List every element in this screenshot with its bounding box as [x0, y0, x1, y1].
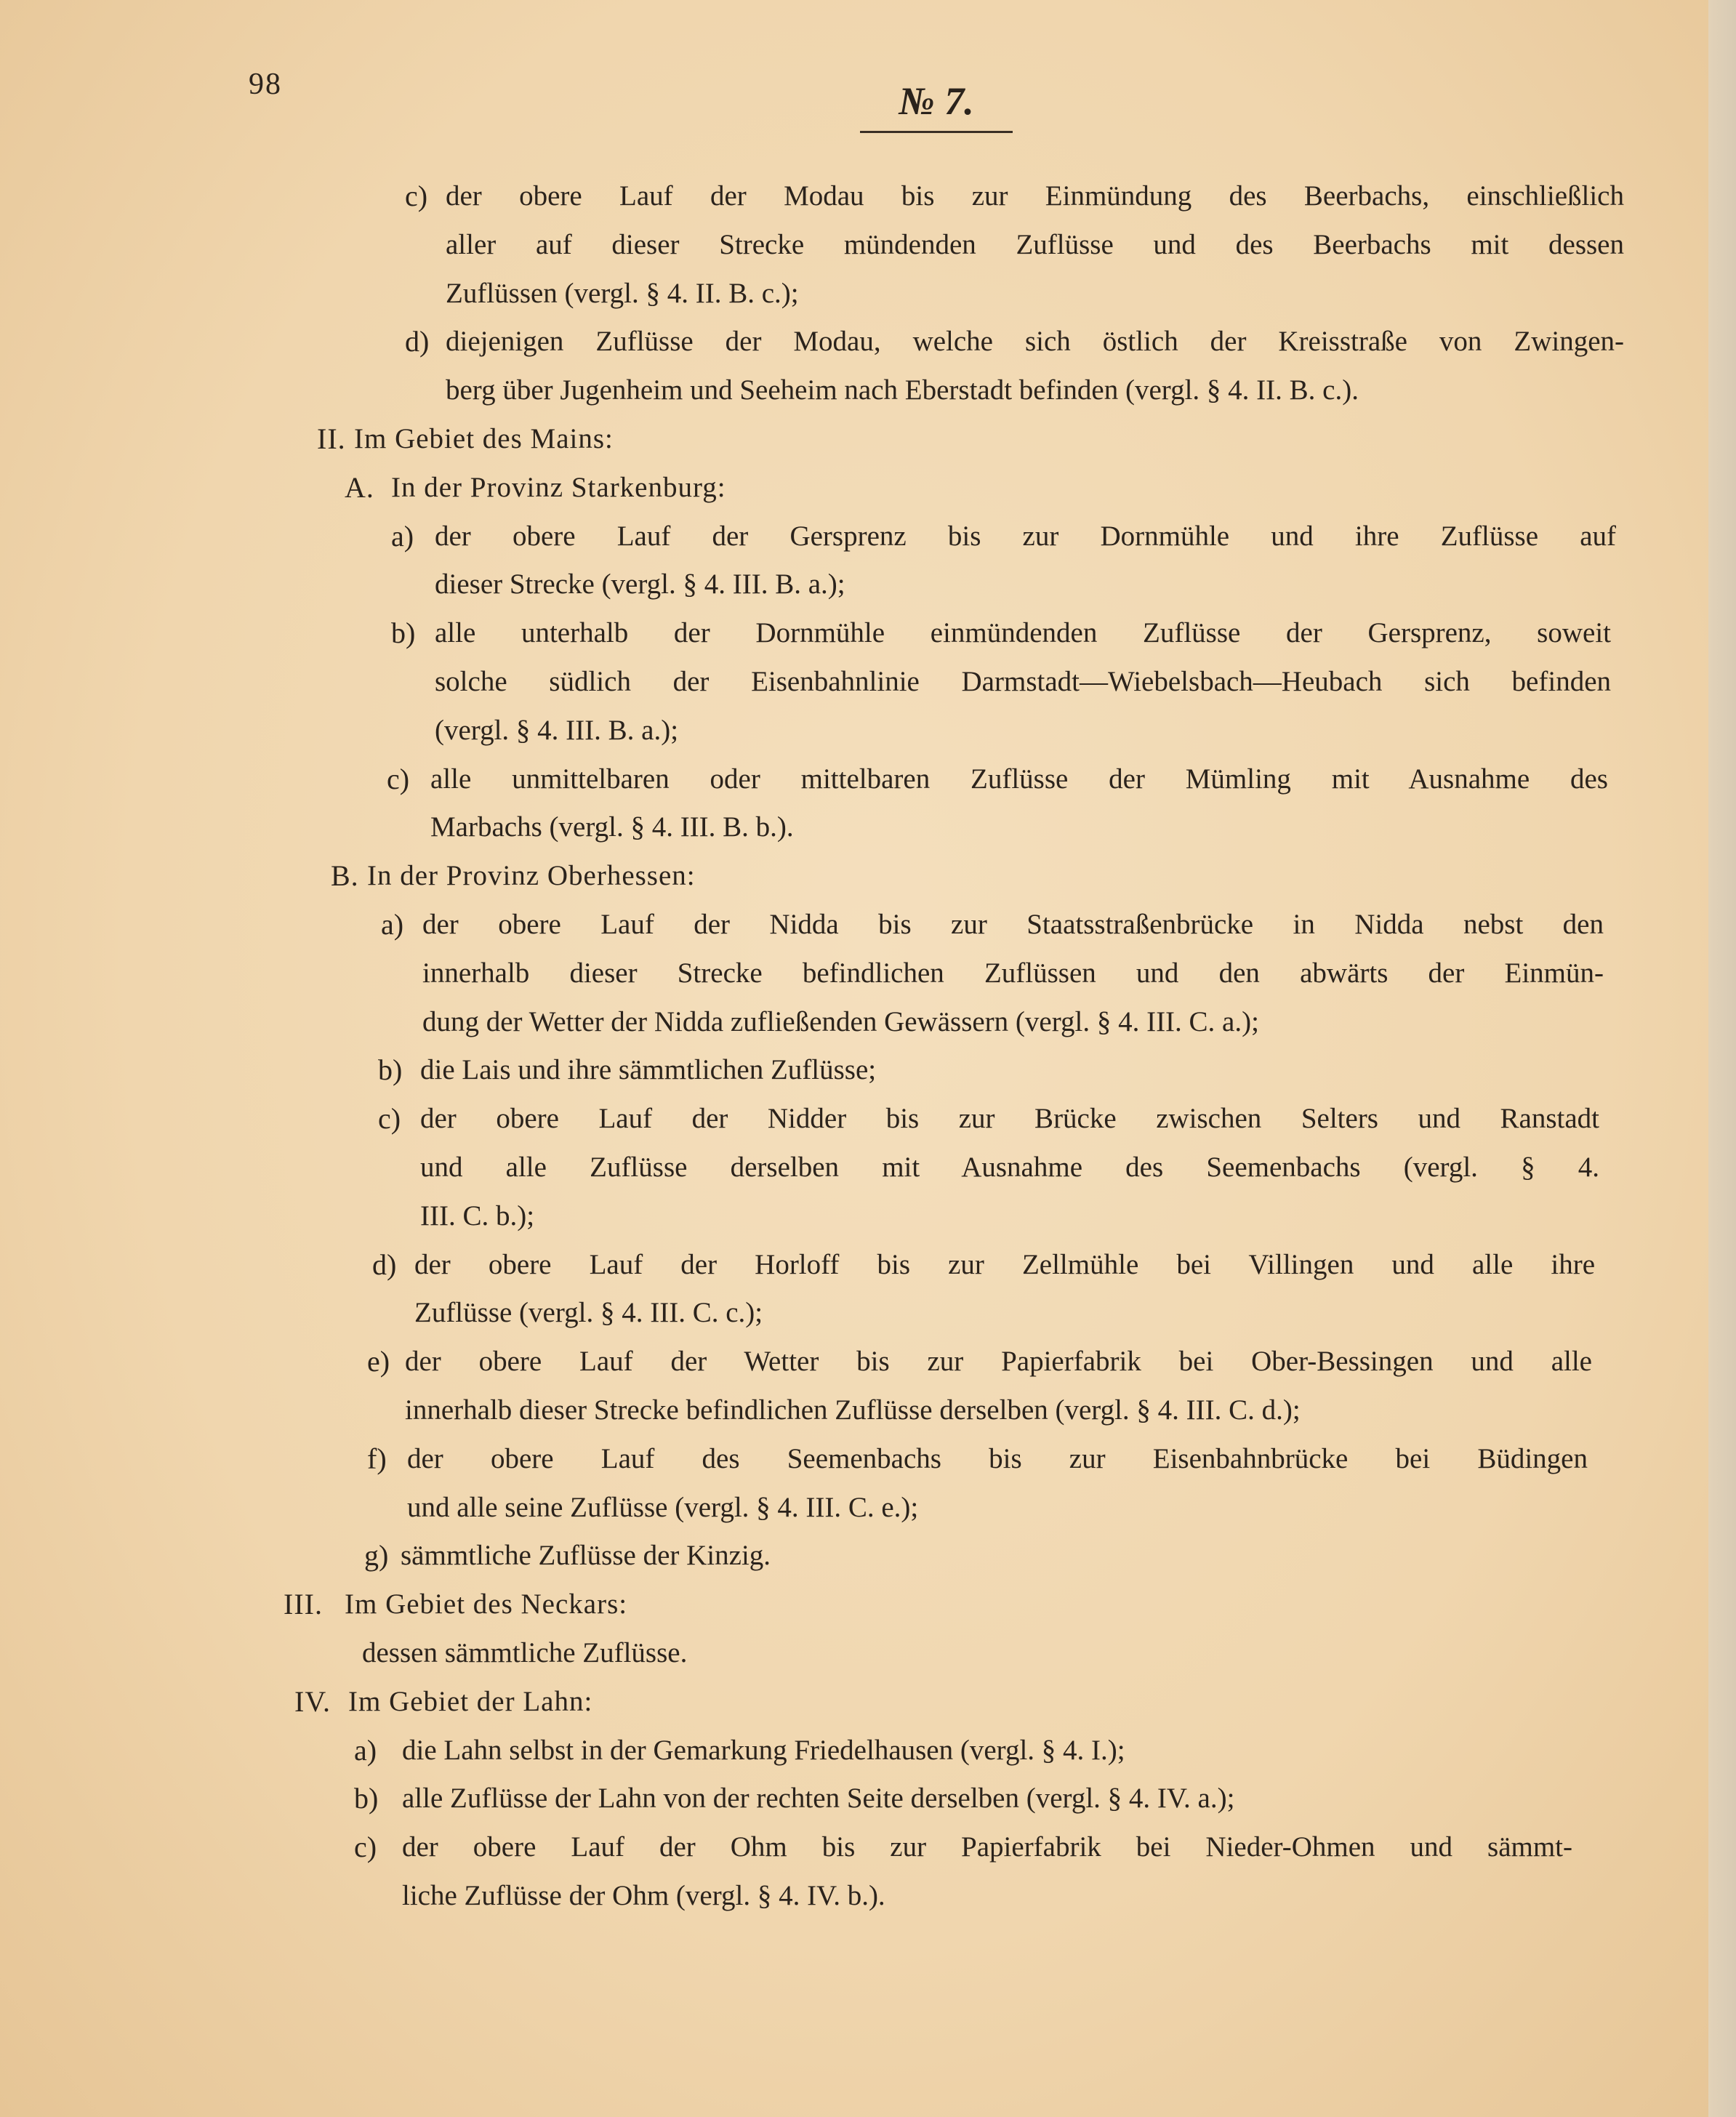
text-line: der obere Lauf der Gersprenz bis zur Dornmühle und ihre Zuflüsse auf	[435, 520, 1616, 552]
item-label: g)	[364, 1539, 389, 1572]
text-line: Zuflüsse (vergl. § 4. III. C. c.);	[414, 1297, 763, 1329]
text-line: die Lais und ihre sämmtlichen Zuflüsse;	[420, 1054, 877, 1086]
item-label: e)	[367, 1345, 390, 1378]
page-edge	[1708, 0, 1736, 2117]
item-label: f)	[367, 1442, 387, 1475]
text-line: und alle seine Zuflüsse (vergl. § 4. III. C. e.);	[407, 1491, 919, 1523]
text-line: diejenigen Zuflüsse der Modau, welche sich östlich der Kreisstraße von Zwingen-	[446, 326, 1624, 358]
page-number: 98	[249, 68, 282, 101]
item-label: A.	[345, 470, 374, 504]
text-line: (vergl. § 4. III. B. a.);	[435, 714, 679, 746]
item-label: II.	[317, 422, 346, 455]
text-line: alle Zuflüsse der Lahn von der rechten Seite derselben (vergl. § 4. IV. a.);	[402, 1783, 1235, 1815]
item-label: IV.	[294, 1684, 331, 1718]
text-line: In der Provinz Oberhessen:	[367, 860, 696, 892]
item-label: d)	[372, 1248, 397, 1281]
text-line: die Lahn selbst in der Gemarkung Friedelhausen (vergl. § 4. I.);	[402, 1734, 1125, 1766]
text-line: III. C. b.);	[420, 1200, 535, 1232]
text-line: der obere Lauf der Horloff bis zur Zellmühle bei Villingen und alle ihre	[414, 1248, 1595, 1280]
text-line: dung der Wetter der Nidda zufließenden Gewässern (vergl. § 4. III. C. a.);	[422, 1005, 1259, 1037]
text-line: innerhalb dieser Strecke befindlichen Zuflüssen und den abwärts der Einmün-	[422, 957, 1604, 989]
text-line: Im Gebiet des Mains:	[354, 423, 614, 454]
text-line: Marbachs (vergl. § 4. III. B. b.).	[430, 811, 794, 843]
text-line: Zuflüssen (vergl. § 4. II. B. c.);	[446, 277, 799, 309]
text-line: dieser Strecke (vergl. § 4. III. B. a.);	[435, 569, 845, 600]
item-label: B.	[331, 859, 359, 893]
issue-number: № 7.	[899, 79, 974, 123]
item-label: a)	[354, 1733, 377, 1767]
text-line: berg über Jugenheim und Seeheim nach Eberstadt befinden (vergl. § 4. II. B. c.).	[446, 374, 1359, 406]
item-label: a)	[391, 519, 414, 553]
issue-underline	[860, 131, 1013, 133]
text-line: der obere Lauf der Nidder bis zur Brücke zwischen Selters und Ranstadt	[420, 1103, 1599, 1135]
text-line: der obere Lauf der Wetter bis zur Papierfabrik bei Ober-Bessingen und alle	[405, 1346, 1592, 1378]
text-line: der obere Lauf der Modau bis zur Einmündung des Beerbachs, einschließlich	[446, 180, 1624, 212]
text-line: und alle Zuflüsse derselben mit Ausnahme des Seemenbachs (vergl. § 4.	[420, 1151, 1599, 1183]
text-line: alle unterhalb der Dornmühle einmündenden Zuflüsse der Gersprenz, soweit	[435, 617, 1611, 649]
text-line: Im Gebiet der Lahn:	[348, 1685, 593, 1717]
text-line: alle unmittelbaren oder mittelbaren Zuflüsse der Mümling mit Ausnahme des	[430, 763, 1608, 795]
text-line: der obere Lauf des Seemenbachs bis zur Eisenbahnbrücke bei Büdingen	[407, 1442, 1588, 1474]
text-line: liche Zuflüsse der Ohm (vergl. § 4. IV. b.).	[402, 1879, 885, 1911]
text-line: der obere Lauf der Nidda bis zur Staatsstraßenbrücke in Nidda nebst den	[422, 909, 1604, 940]
text-line: dessen sämmtliche Zuflüsse.	[362, 1637, 688, 1668]
text-line: Im Gebiet des Neckars:	[345, 1588, 628, 1620]
item-label: c)	[354, 1831, 377, 1864]
item-label: c)	[387, 762, 410, 795]
text-line: der obere Lauf der Ohm bis zur Papierfabrik bei Nieder-Ohmen und sämmt-	[402, 1831, 1572, 1863]
text-line: aller auf dieser Strecke mündenden Zuflüsse und des Beerbachs mit dessen	[446, 228, 1624, 260]
item-label: b)	[354, 1782, 379, 1815]
item-label: c)	[405, 180, 428, 212]
text-line: solche südlich der Eisenbahnlinie Darmstadt—Wiebelsbach—Heubach sich befinden	[435, 665, 1611, 697]
item-label: III.	[284, 1588, 323, 1621]
item-label: c)	[378, 1102, 401, 1136]
text-line: innerhalb dieser Strecke befindlichen Zuflüsse derselben (vergl. § 4. III. C. d.);	[405, 1394, 1301, 1426]
item-label: b)	[378, 1053, 403, 1087]
item-label: a)	[381, 908, 404, 941]
text-line: In der Provinz Starkenburg:	[391, 471, 726, 503]
text-line: sämmtliche Zuflüsse der Kinzig.	[401, 1540, 771, 1572]
item-label: b)	[391, 616, 416, 650]
item-label: d)	[405, 325, 430, 358]
